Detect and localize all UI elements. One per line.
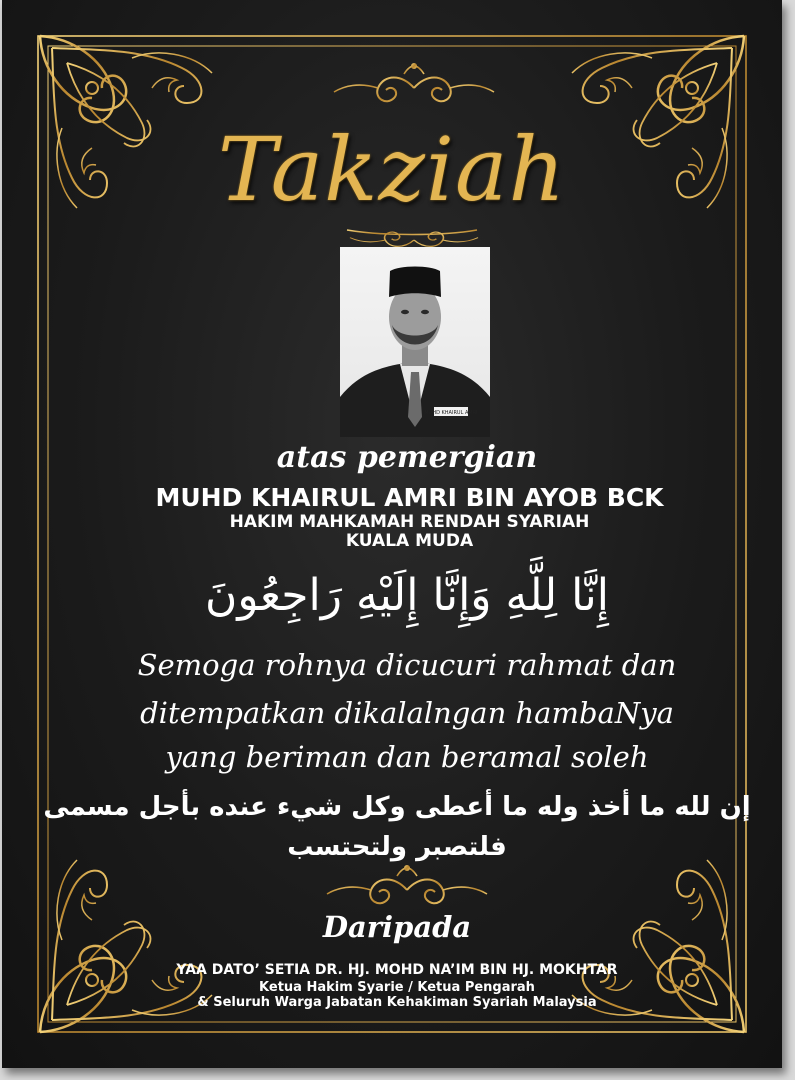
- condolence-card: [2, 0, 782, 1068]
- intro-text: atas pemergian: [276, 440, 538, 475]
- position-line-1: HAKIM MAHKAMAH RENDAH SYARIAH: [229, 512, 590, 532]
- sender-organization: & Seluruh Warga Jabatan Kehakiman Syariah Malaysia: [197, 995, 597, 1010]
- arabic-verse-line-1: إن لله ما أخذ وله ما أعطى وكل شيء عنده بأجل مسمى: [43, 792, 751, 822]
- sender-name: YAA DATO’ SETIA DR. HJ. MOHD NA’IM BIN HJ. MOKHTAR: [176, 962, 618, 978]
- prayer-line-2: ditempatkan dikalalngan hambaNya: [140, 696, 674, 730]
- deceased-portrait: [340, 247, 490, 437]
- takziah-title: Takziah: [217, 118, 567, 221]
- from-label: Daripada: [322, 910, 472, 944]
- name-badge: MUHD KHAIRUL AMRI: [424, 410, 478, 416]
- arabic-verse-line-2: فلتصبر ولتحتسب: [287, 832, 507, 862]
- deceased-name: MUHD KHAIRUL AMRI BIN AYOB BCK: [155, 483, 664, 512]
- arabic-calligraphy: إِنَّا لِلَّهِ وَإِنَّا إِلَيْهِ رَاجِعُونَ: [205, 570, 609, 621]
- sender-title: Ketua Hakim Syarie / Ketua Pengarah: [259, 980, 535, 995]
- prayer-line-1: Semoga rohnya dicucuri rahmat dan: [137, 648, 677, 682]
- prayer-line-3: yang beriman dan beramal soleh: [165, 740, 649, 774]
- position-line-2: KUALA MUDA: [345, 531, 474, 551]
